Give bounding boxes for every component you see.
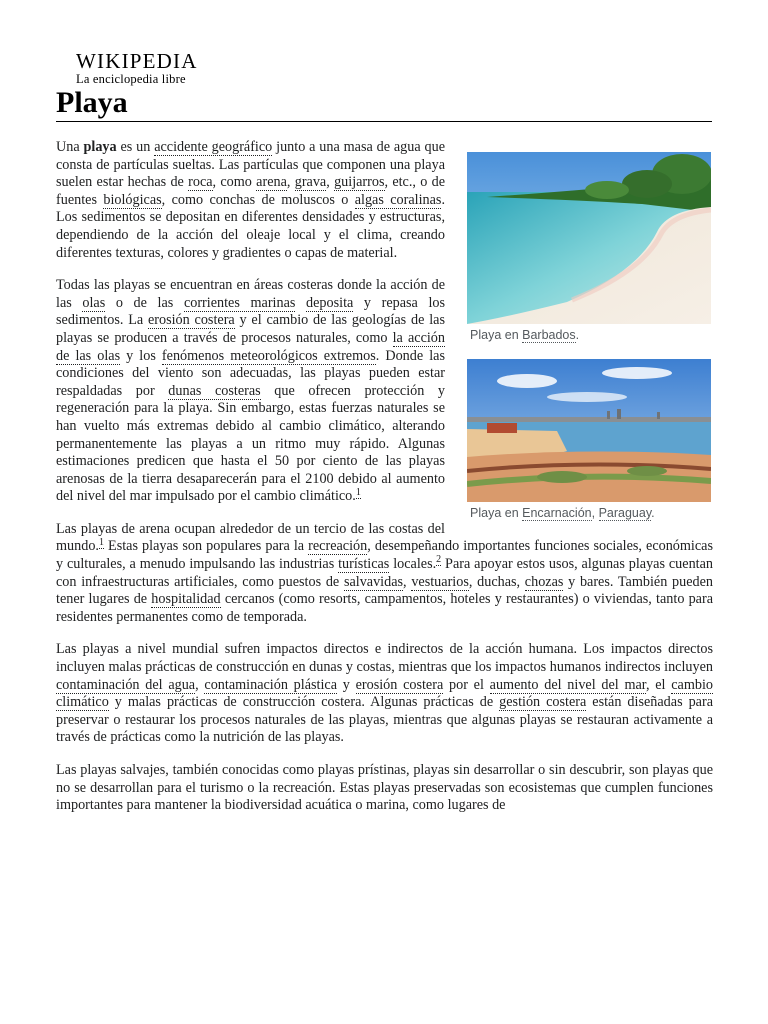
link[interactable]: contaminación del agua	[56, 676, 196, 693]
link[interactable]: la acción de las olas	[56, 329, 445, 364]
encarnacion-beach-image[interactable]	[467, 359, 711, 502]
link[interactable]: recreación	[308, 538, 368, 555]
page-title: Playa	[56, 85, 712, 122]
link[interactable]: deposita	[306, 294, 354, 311]
link[interactable]: guijarros	[334, 174, 385, 191]
link[interactable]: chozas	[524, 573, 564, 590]
link[interactable]: hospitalidad	[151, 591, 221, 608]
reference-link[interactable]: 1	[355, 486, 361, 498]
link[interactable]: erosión costera	[355, 676, 444, 693]
link[interactable]: vestuarios	[411, 573, 469, 590]
link[interactable]: contaminación plástica	[204, 676, 337, 693]
paragraph-5: Las playas salvajes, también conocidas como playas prístinas, playas sin desarrollar o sin descubrir, son playas que no se desarrollan para el turismo o la recreación. Estas playas preservadas son ecosistemas que cumplen funciones importantes para mantener la biodiversidad acuática o marina, como lugares de	[56, 762, 713, 814]
figure-barbados	[467, 152, 711, 521]
link[interactable]: arena	[256, 174, 287, 191]
link[interactable]: grava	[294, 174, 327, 191]
link-barbados[interactable]: Barbados	[522, 328, 576, 342]
link[interactable]: biológicas	[103, 191, 162, 208]
link[interactable]: roca	[188, 174, 213, 191]
wikipedia-logo[interactable]	[76, 50, 196, 86]
paragraph-1: Una playa es un accidente geográfico junto a una masa de agua que consta de partículas sueltas. Las partículas que componen una playa suelen estar hechas de roca, como arena, grava, guijarros, etc., o de fuentes biológicas, como conchas de moluscos o algas coralinas. Los sedimentos se depositan en diferentes densidades y estructuras, dependiendo de la acción del oleaje local y el clima, creando diferentes texturas, colores y gradientes o capas de material.	[56, 139, 446, 261]
reference-link[interactable]: 1	[98, 536, 104, 548]
link[interactable]: accidente geográfico	[154, 139, 273, 155]
link[interactable]: algas coralinas	[354, 191, 442, 208]
logo-tagline: La enciclopedia libre	[76, 72, 186, 86]
link[interactable]: cambio climático	[56, 676, 713, 711]
link[interactable]: gestión costera	[499, 694, 587, 711]
paragraph-4: Las playas a nivel mundial sufren impactos directos e indirectos de la acción humana. Los impactos directos incluyen malas prácticas de construcción en dunas y costas, mientras que los impactos humanos indirectos incluyen contaminación del agua, contaminación plástica y erosión costera por el aumento del nivel del mar, el cambio climático y malas prácticas de construcción costera. Algunas prácticas de gestión costera están diseñadas para preservar o restaurar los procesos naturales de las playas, mientras que algunas playas se restauran activamente a través de prácticas como la nutrición de las playas.	[56, 641, 713, 746]
logo-wordmark: WIKIPEDIA	[76, 49, 198, 73]
link[interactable]: salvavidas	[343, 573, 404, 590]
figure-caption-encarnacion: Playa en Encarnación, Paraguay.	[470, 506, 655, 520]
link[interactable]: erosión costera	[147, 312, 235, 329]
link[interactable]: aumento del nivel del mar	[489, 676, 646, 693]
article-body	[56, 139, 713, 830]
paragraph-3: Las playas de arena ocupan alrededor de un tercio de las costas del mundo.$^1$ Estas playas son populares para la recreación, desempeñando importantes funciones sociales, económicas y culturales, a menudo impulsando las industrias turísticas locales.$^2$ Para apoyar estos usos, algunas playas cuentan con infraestructuras artificiales, como puestos de salvavidas, vestuarios, duchas, chozas y bares. También pueden tener lugares de hospitalidad cercanos (como resorts, campamentos, hoteles y restaurantes) o viviendas, tanto para residentes permanentes como de temporada.	[56, 520, 714, 625]
paragraph-2: Todas las playas se encuentran en áreas costeras donde la acción de las olas o de las corrientes marinas deposita y repasa los sedimentos. La erosión costera y el cambio de las geologías de las playas se producen a través de procesos naturales, como la acción de las olas y los fenómenos meteorológicos extremos. Donde las condiciones del viento son adecuadas, las playas pueden estar respaldadas por dunas costeras que ofrecen protección y regeneración para la playa. Sin embargo, estas fuerzas naturales se han vuelto más extremas debido al cambio climático, alterando permanentemente las playas a un ritmo muy rápido. Algunas estimaciones predicen que hasta el 50 por ciento de las playas arenosas de la tierra desaparecerán para el 2100 debido al aumento del nivel del mar impulsado por el cambio climático.$^1$	[56, 277, 446, 505]
link[interactable]: fenómenos meteorológicos extremos	[161, 347, 376, 364]
barbados-beach-image[interactable]	[467, 152, 711, 324]
link[interactable]: dunas costeras	[168, 382, 261, 399]
link-paraguay[interactable]: Paraguay	[598, 506, 652, 520]
reference-link[interactable]: 2	[436, 554, 442, 566]
link[interactable]: turísticas	[338, 556, 390, 573]
link[interactable]: corrientes marinas	[183, 294, 296, 311]
figure-encarnacion	[467, 359, 711, 521]
figure-caption-barbados: Playa en Barbados.	[470, 328, 580, 342]
link[interactable]: olas	[82, 294, 106, 311]
link-encarnacion[interactable]: Encarnación	[522, 506, 592, 520]
